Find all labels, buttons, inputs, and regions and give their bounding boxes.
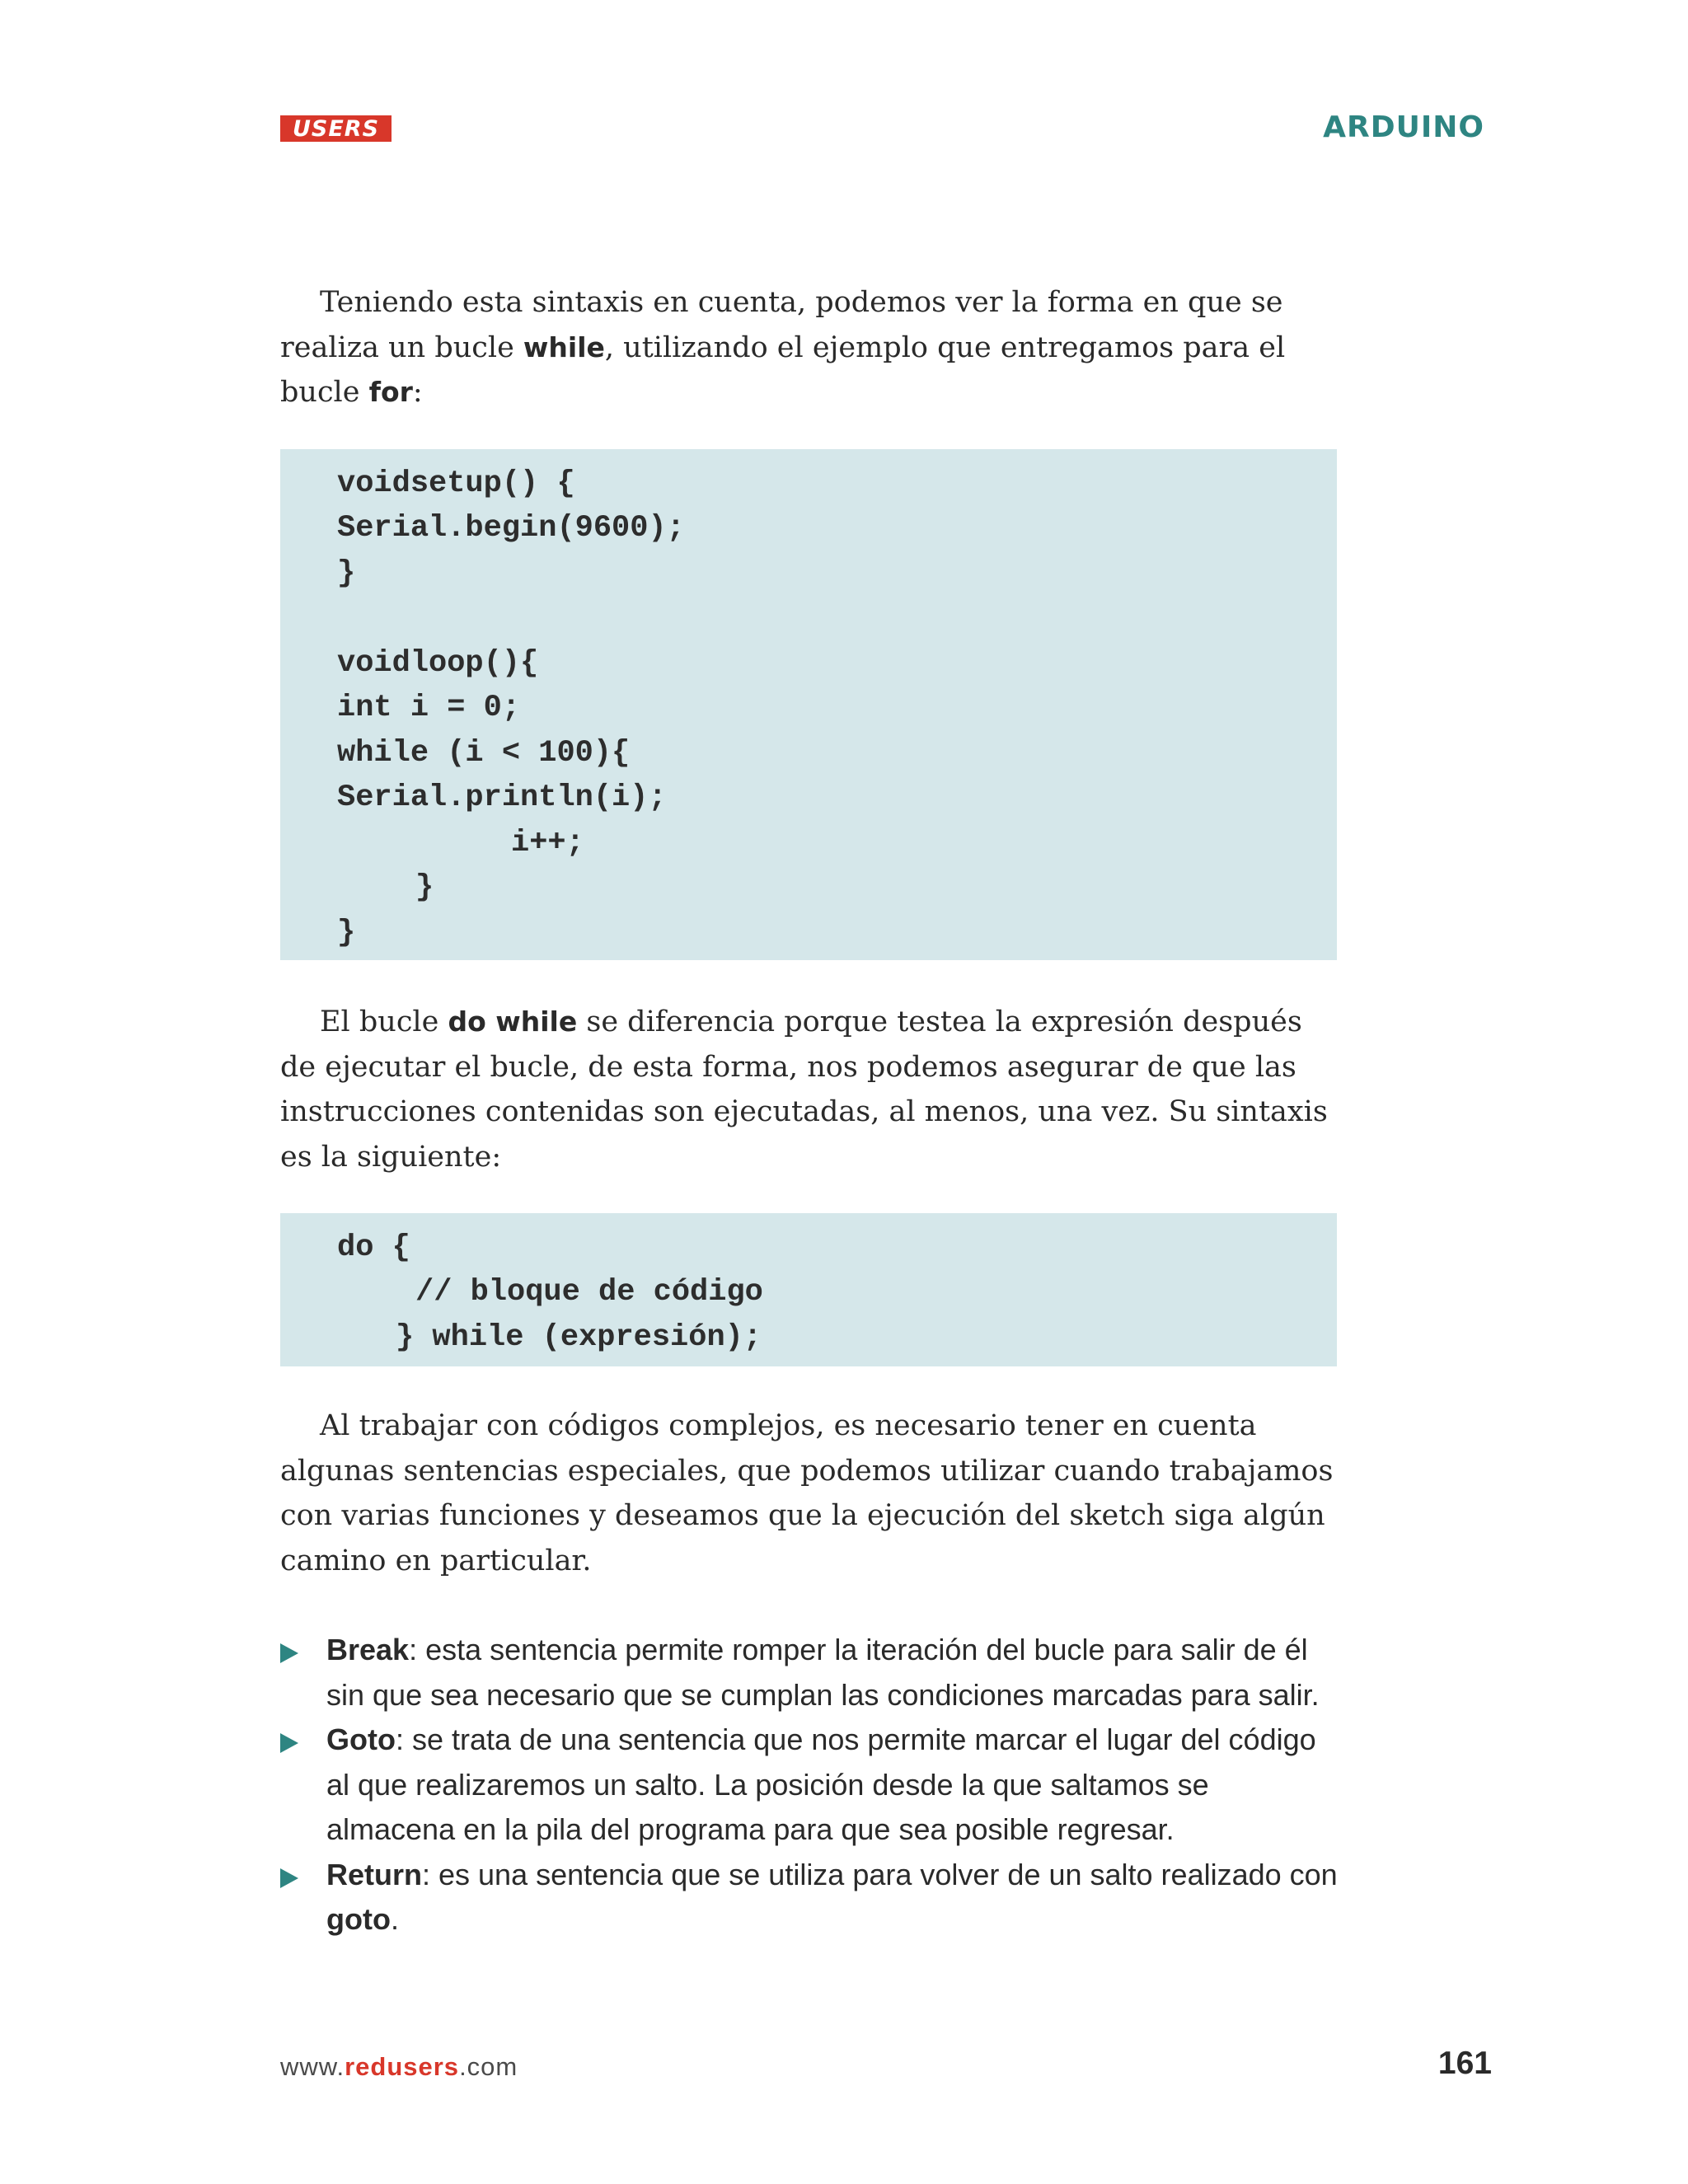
code-line: int i = 0;: [337, 691, 521, 725]
url-part-red: users: [387, 2052, 460, 2081]
section-title: ARDUINO: [1323, 110, 1484, 144]
page-number: 161: [1437, 2046, 1492, 2081]
code-line: do {: [337, 1230, 410, 1265]
code-block-while: [280, 449, 1337, 960]
code-line: }: [337, 916, 356, 950]
bullet-term-break: Break: [326, 1633, 410, 1666]
paragraph-intro-while: [280, 280, 1339, 415]
bullet-list: [280, 1628, 1343, 1943]
url-part-red: red: [345, 2052, 387, 2081]
code-line: // bloque de código: [415, 1275, 763, 1310]
para3-text-1: Al trabajar con códigos complejos, es necesario tener en cuenta algunas sentencias especiales, que podemos utilizar cuando trabajamos con varias funciones y deseamos que la ejecución del sketch siga algún camino en particular.: [280, 1409, 1334, 1577]
paragraph-do-while: [280, 1000, 1339, 1179]
para1-text-2: , utilizando el ejemplo que entregamos para el bucle: [280, 330, 1286, 409]
keyword-do-while: do while: [448, 1005, 578, 1038]
code-block-do-while: [280, 1213, 1337, 1366]
para2-text-2: se diferencia porque testea la expresión después de ejecutar el bucle, de esta forma, nos podemos asegurar de que las instrucciones contenidas son ejecutadas, al menos, una vez. Su sintaxis es la siguiente:: [280, 1005, 1328, 1174]
para2-text-1: El bucle: [320, 1005, 448, 1038]
code-line: }: [415, 870, 434, 905]
footer-website-link[interactable]: [280, 2052, 518, 2082]
url-part: www.: [280, 2052, 345, 2081]
url-part: .com: [459, 2052, 518, 2081]
code-line: voidsetup() {: [337, 466, 575, 501]
code-line: voidloop(){: [337, 646, 539, 681]
users-logo: USERS: [280, 115, 392, 142]
bullet-term-goto-inline: goto: [326, 1902, 391, 1936]
code-line: } while (expresión);: [396, 1320, 762, 1355]
para1-text-1: Teniendo esta sintaxis en cuenta, podemos ver la forma en que se realiza un bucle: [280, 286, 1283, 364]
bullet-term-return: Return: [326, 1857, 422, 1891]
bullet-text: : esta sentencia permite romper la iteración del bucle para salir de él sin que sea necesario que se cumplan las condiciones marcadas para salir.: [326, 1633, 1320, 1712]
bullet-text-end: .: [390, 1902, 399, 1936]
para1-text-3: :: [412, 376, 423, 409]
triangle-bullet-icon: [280, 1868, 298, 1888]
bullet-text: : es una sentencia que se utiliza para volver de un salto realizado con: [422, 1857, 1338, 1891]
bullet-text: : se trata de una sentencia que nos permite marcar el lugar del código al que realizaremos un salto. La posición desde la que saltamos se almacena en la pila del programa para que sea posible regresar.: [326, 1722, 1316, 1846]
paragraph-special-statements: [280, 1404, 1339, 1583]
bullet-term-goto: Goto: [326, 1722, 396, 1756]
code-line: }: [337, 556, 356, 591]
code-line: i++;: [511, 826, 584, 860]
list-item: [280, 1628, 1343, 1718]
code-line: while (i < 100){: [337, 736, 631, 771]
triangle-bullet-icon: [280, 1733, 298, 1753]
list-item: [280, 1718, 1343, 1853]
code-line: Serial.begin(9600);: [337, 511, 685, 546]
triangle-bullet-icon: [280, 1643, 298, 1663]
code-line: Serial.println(i);: [337, 780, 667, 815]
keyword-for: for: [368, 376, 413, 408]
list-item: [280, 1853, 1343, 1943]
keyword-while: while: [523, 330, 605, 363]
